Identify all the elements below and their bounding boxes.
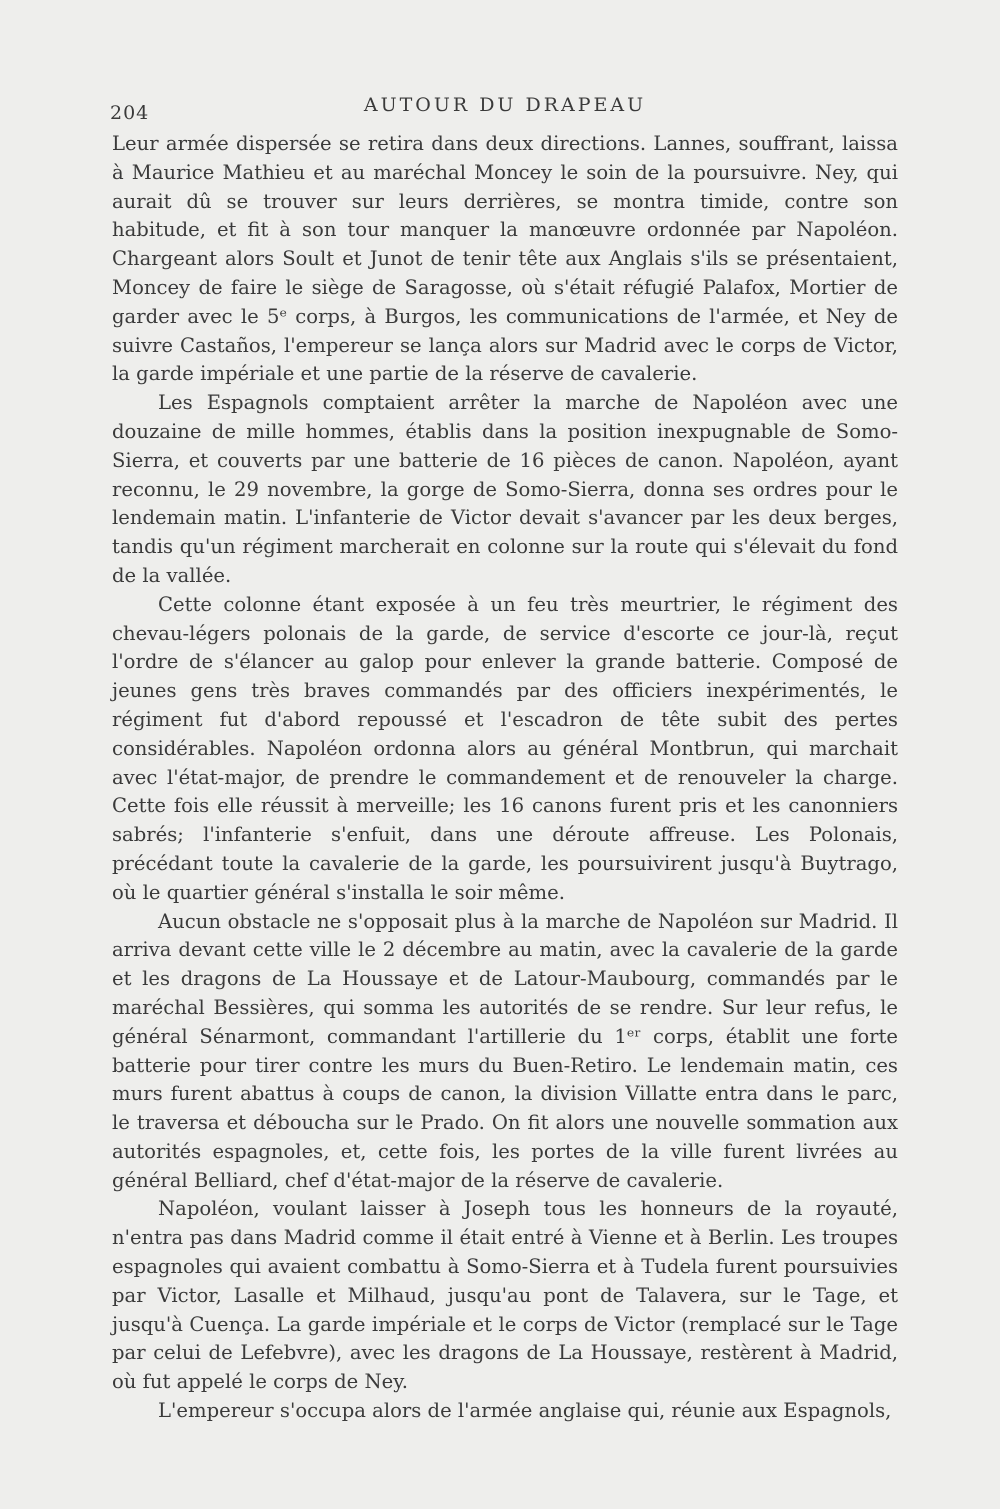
body-text [112,130,898,1426]
running-title: AUTOUR DU DRAPEAU [363,94,647,116]
paragraph-5: Napoléon, voulant laisser à Joseph tous les honneurs de la royauté, n'entra pas dans Madrid comme il était entré à Vienne et à Berlin. Les troupes espagnoles qui avaient combattu à Somo-Sierra et à Tudela furent poursuivies par Victor, Lasalle et Milhaud, jusqu'au pont de Talavera, sur le Tage, et jusqu'à Cuença. La garde impériale et le corps de Victor (remplacé sur le Tage par celui de Lefebvre), avec les dragons de La Houssaye, restèrent à Madrid, où fut appelé le corps de Ney. [112,1197,898,1394]
page-number: 204 [110,102,150,124]
paragraph-2: Les Espagnols comptaient arrêter la marche de Napoléon avec une douzaine de mille hommes, établis dans la position inexpugnable de Somo-Sierra, et couverts par une batterie de 16 pièces de canon. Napoléon, ayant reconnu, le 29 novembre, la gorge de Somo-Sierra, donna ses ordres pour le lendemain matin. L'infanterie de Victor devait s'avancer par les deux berges, tandis qu'un régiment marcherait en colonne sur la route qui s'élevait du fond de la vallée. [112,391,898,587]
paragraph-3: Cette colonne étant exposée à un feu très meurtrier, le régiment des chevau-légers polonais de la garde, de service d'escorte ce jour-là, reçut l'ordre de s'élancer au galop pour enlever la grande batterie. Composé de jeunes gens très braves commandés par des officiers inexpérimentés, le régiment fut d'abord repoussé et l'escadron de tête subit des pertes considérables. Napoléon ordonna alors au général Montbrun, qui marchait avec l'état-major, de prendre le commandement et de renouveler la charge. Cette fois elle réussit à merveille; les 16 canons furent pris et les canonniers sabrés; l'infanterie s'enfuit, dans une déroute affreuse. Les Polonais, précédant toute la cavalerie de la garde, les poursuivirent jusqu'à Buytrago, où le quartier général s'installa le soir même. [112,592,898,904]
paragraph-1: Leur armée dispersée se retira dans deux directions. Lannes, souffrant, laissa à Maurice Mathieu et au maréchal Moncey le soin de la poursuivre. Ney, qui aurait dû se trouver sur leurs derrières, se montra timide, contre son habitude, et fit à son tour manquer la manœuvre ordonnée par Napoléon. Chargeant alors Soult et Junot de tenir tête aux Anglais s'ils se présentaient, Moncey de faire le siège de Saragosse, où s'était réfugié Palafox, Mortier de garder avec le 5ᵉ corps, à Burgos, les communications de l'armée, et Ney de suivre Castaños, l'empereur se lança alors sur Madrid avec le corps de Victor, la garde impériale et une partie de la réserve de cavalerie. [112,132,898,386]
paragraph-4: Aucun obstacle ne s'opposait plus à la marche de Napoléon sur Madrid. Il arriva devant cette ville le 2 décembre au matin, avec la cavalerie de la garde et les dragons de La Houssaye et de Latour-Maubourg, commandés par le maréchal Bessières, qui somma les autorités de se rendre. Sur leur refus, le général Sénarmont, commandant l'artillerie du 1ᵉʳ corps, établit une forte batterie pour tirer contre les murs du Buen-Retiro. Le lendemain matin, ces murs furent abattus à coups de canon, la division Villatte entra dans le parc, le traversa et déboucha sur le Prado. On fit alors une nouvelle sommation aux autorités espagnoles, et, cette fois, les portes de la ville furent livrées au général Belliard, chef d'état-major de la réserve de cavalerie. [112,909,898,1192]
running-head [110,84,900,124]
paragraph-6: L'empereur s'occupa alors de l'armée anglaise qui, réunie aux Espagnols, [158,1399,892,1423]
